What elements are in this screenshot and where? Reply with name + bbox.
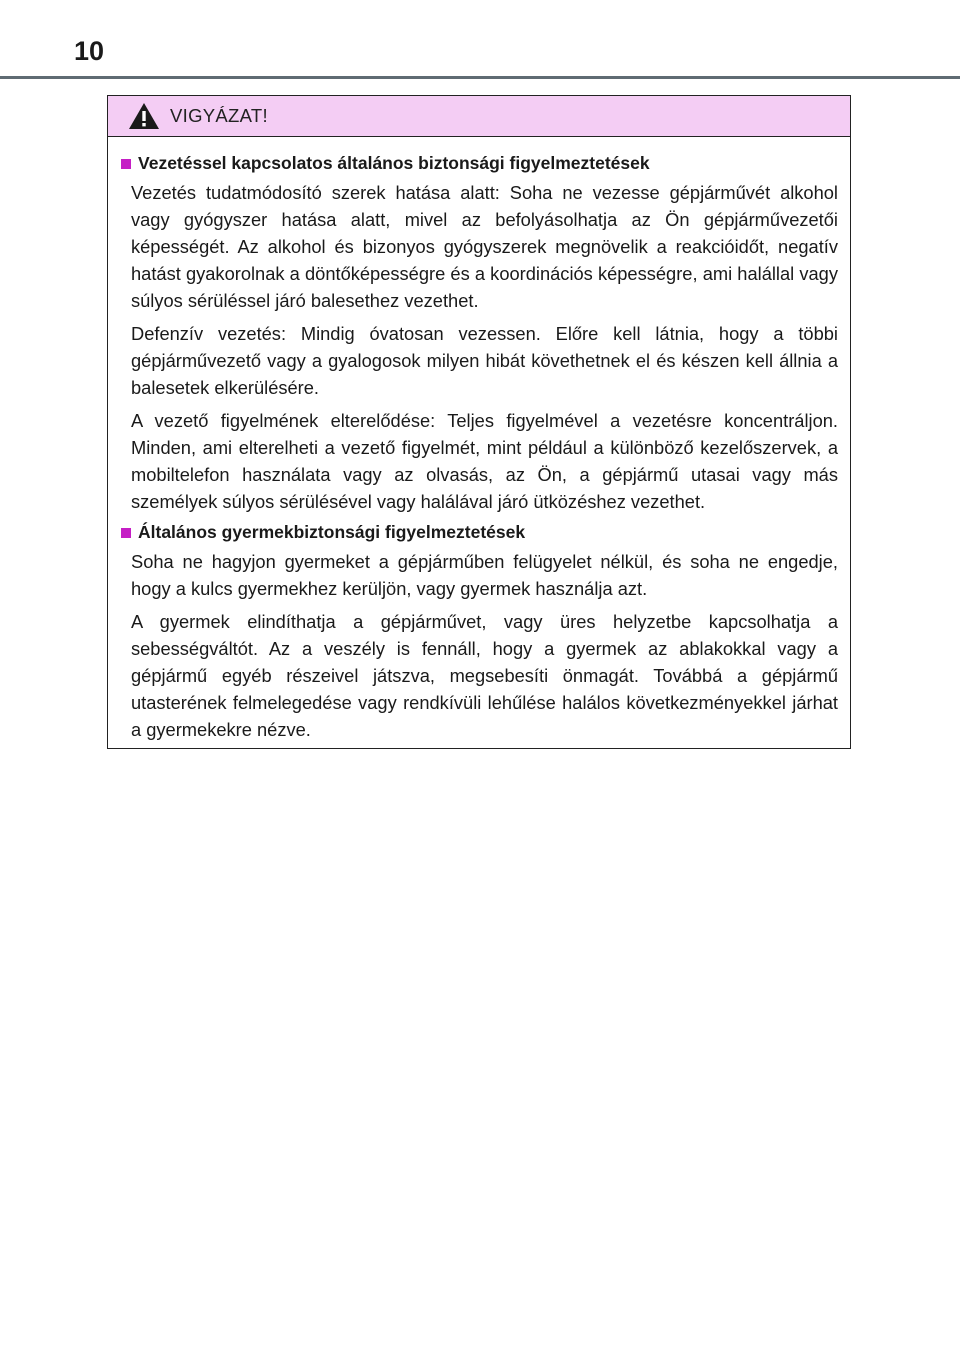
warning-header: [108, 96, 850, 137]
warning-box: [107, 95, 851, 749]
square-bullet-icon: [121, 528, 131, 538]
section-heading-text: Általános gyermekbiztonsági figyelmeztetések: [138, 522, 526, 542]
section-heading-text: Vezetéssel kapcsolatos általános biztonsági figyelmeztetések: [138, 153, 650, 173]
paragraph: A gyermek elindíthatja a gépjárművet, vagy üres helyzetbe kapcsolhatja a sebességváltót. Az a veszély is fennáll, hogy a gyermek az ablakokkal vagy a gépjármű egyéb részeivel játszva, megsebesíti önmagát. Továbbá a gépjármű utasterének felmelegedése vagy rendkívüli lehűlése halálos következményekkel járhat a gyermekekre nézve.: [131, 611, 838, 740]
warning-title: VIGYÁZAT!: [170, 105, 268, 126]
section-heading: [121, 519, 838, 546]
section-driving: [121, 150, 838, 515]
warning-content: [108, 137, 850, 743]
header-rule: [0, 76, 960, 79]
page-number: 10: [74, 36, 105, 66]
paragraph: Defenzív vezetés: Mindig óvatosan vezessen. Előre kell látnia, hogy a többi gépjárművezető vagy a gyalogosok milyen hibát követhetnek el és készen kell állnia a balesetek elkerülésére.: [131, 323, 838, 398]
paragraph: Vezetés tudatmódosító szerek hatása alatt: Soha ne vezesse gépjárművét alkohol vagy gyógyszer hatása alatt, mivel az befolyásolhatja az Ön gépjárművezetői képességét. Az alkohol és bizonyos gyógyszerek megnövelik a reakcióidőt, negatív hatást gyakorolnak a döntőképességre és a koordinációs képességre, ami halállal vagy súlyos sérüléssel járó balesethez vezethet.: [131, 182, 838, 311]
section-child-safety: [121, 519, 838, 743]
paragraph: A vezető figyelmének elterelődése: Teljes figyelmével a vezetésre koncentráljon. Minden, ami elterelheti a vezető figyelmét, mint például a különböző kezelőszervek, a mobiltelefon használata vagy az olvasás, az Ön, a gépjármű utasai vagy más személyek súlyos sérülésével vagy halálával járó ütközéshez vezethet.: [131, 410, 838, 512]
square-bullet-icon: [121, 159, 131, 169]
warning-triangle-icon: [128, 102, 160, 130]
section-heading: [121, 150, 838, 177]
paragraph: Soha ne hagyjon gyermeket a gépjárműben felügyelet nélkül, és soha ne engedje, hogy a kulcs gyermekhez kerüljön, vagy gyermek használja azt.: [131, 551, 838, 599]
